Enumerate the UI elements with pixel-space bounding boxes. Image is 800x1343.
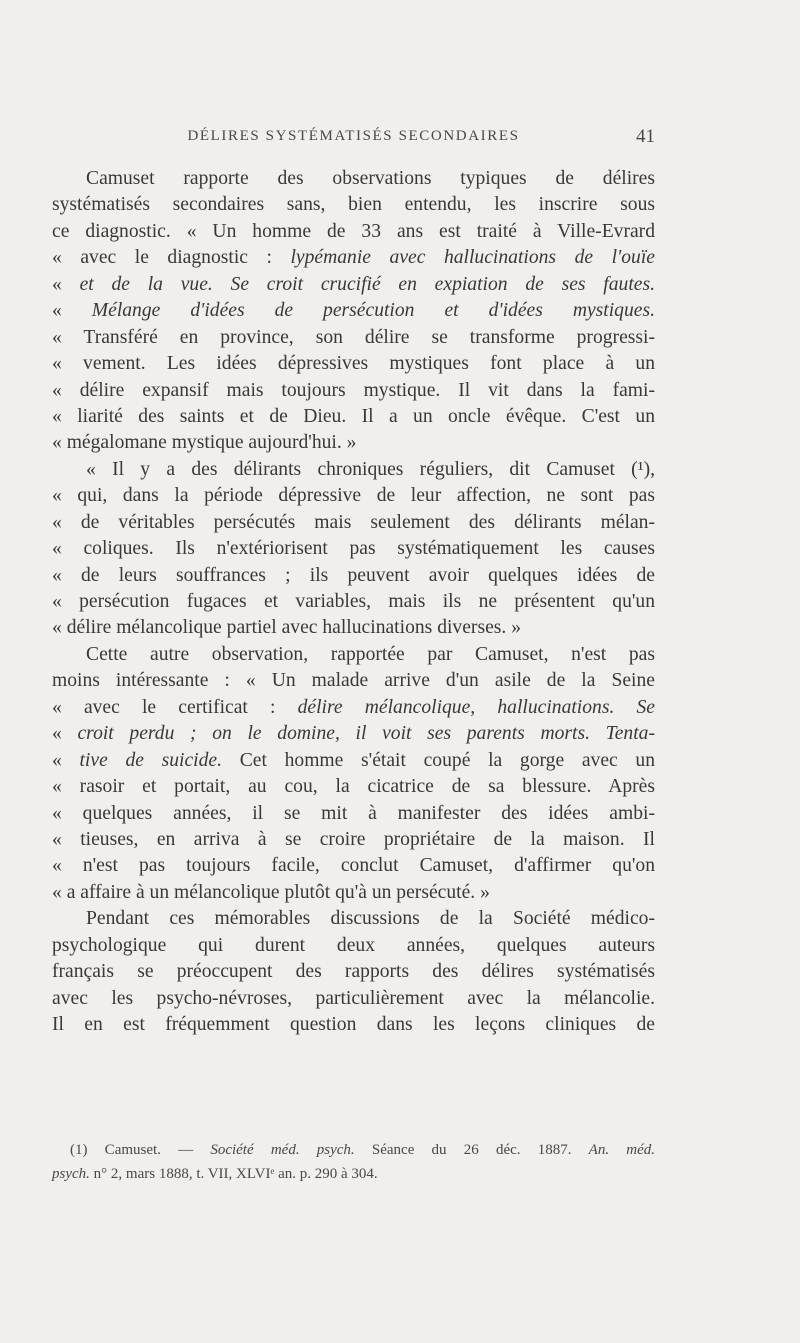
text-line: « qui, dans la période dépressive de leur affection, ne sont pas <box>52 485 655 507</box>
text-line: « Il y a des délirants chroniques réguliers, dit Camuset (¹), <box>86 458 655 480</box>
running-head: DÉLIRES SYSTÉMATISÉS SECONDAIRES <box>187 128 520 144</box>
text-line: français se préoccupent des rapports des délires systématisés <box>52 961 655 983</box>
text-line: « croit perdu ; on le domine, il voit ses parents morts. Tenta- <box>52 723 655 745</box>
text-line: « Transféré en province, son délire se transforme progressi- <box>52 326 655 348</box>
text-line: Il en est fréquemment question dans les leçons cliniques de <box>52 1014 655 1035</box>
text-line: systématisés secondaires sans, bien entendu, les inscrire sous <box>52 194 655 216</box>
text-line: « tive de suicide. Cet homme s'était coupé la gorge avec un <box>52 749 655 771</box>
footnote-line: psych. n° 2, mars 1888, t. VII, XLVIᵉ an. p. 290 à 304. <box>52 1166 378 1182</box>
body-text <box>52 166 655 1038</box>
text-line: « n'est pas toujours facile, conclut Camuset, d'affirmer qu'on <box>52 855 655 877</box>
text-line: Cette autre observation, rapportée par Camuset, n'est pas <box>86 643 655 665</box>
page-number: 41 <box>636 126 655 147</box>
text-line: « avec le diagnostic : lypémanie avec hallucinations de l'ouïe <box>52 247 655 269</box>
text-line: « mégalomane mystique aujourd'hui. » <box>52 432 357 454</box>
text-line: « persécution fugaces et variables, mais ils ne présentent qu'un <box>52 591 655 612</box>
text-line: « de véritables persécutés mais seulement des délirants mélan- <box>52 511 655 533</box>
text-line: Pendant ces mémorables discussions de la Société médico- <box>86 908 655 930</box>
footnote-line: (1) Camuset. — Société méd. psych. Séance du 26 déc. 1887. An. méd. <box>70 1142 656 1158</box>
text-line: « Mélange d'idées de persécution et d'idées mystiques. <box>52 300 656 322</box>
text-line: moins intéressante : « Un malade arrive d'un asile de la Seine <box>52 670 655 692</box>
text-line: « liarité des saints et de Dieu. Il a un oncle évêque. C'est un <box>52 405 655 427</box>
text-line: « délire expansif mais toujours mystique. Il vit dans la fami- <box>52 379 655 401</box>
text-line: « de leurs souffrances ; ils peuvent avoir quelques idées de <box>52 564 655 586</box>
text-line: avec les psycho-névroses, particulièrement avec la mélancolie. <box>52 987 655 1009</box>
text-line: « rasoir et portait, au cou, la cicatrice de sa blessure. Après <box>52 776 655 798</box>
text-line: « tieuses, en arriva à se croire propriétaire de la maison. Il <box>52 828 655 850</box>
text-line: « coliques. Ils n'extériorisent pas systématiquement les causes <box>52 538 655 560</box>
text-line: « avec le certificat : délire mélancolique, hallucinations. Se <box>52 696 656 718</box>
text-line: « et de la vue. Se croit crucifié en expiation de ses fautes. <box>52 273 655 295</box>
text-line: « quelques années, il se mit à manifester des idées ambi- <box>52 802 655 824</box>
text-line: « a affaire à un mélancolique plutôt qu'à un persécuté. » <box>52 881 490 903</box>
footnotes <box>52 1138 655 1186</box>
page-header <box>52 128 655 156</box>
text-line: ce diagnostic. « Un homme de 33 ans est traité à Ville-Evrard <box>52 220 655 242</box>
text-line: « vement. Les idées dépressives mystiques font place à un <box>52 353 655 375</box>
text-line: psychologique qui durent deux années, quelques auteurs <box>52 934 655 956</box>
text-line: Camuset rapporte des observations typiques de délires <box>86 168 655 189</box>
text-line: « délire mélancolique partiel avec hallucinations diverses. » <box>52 617 521 639</box>
